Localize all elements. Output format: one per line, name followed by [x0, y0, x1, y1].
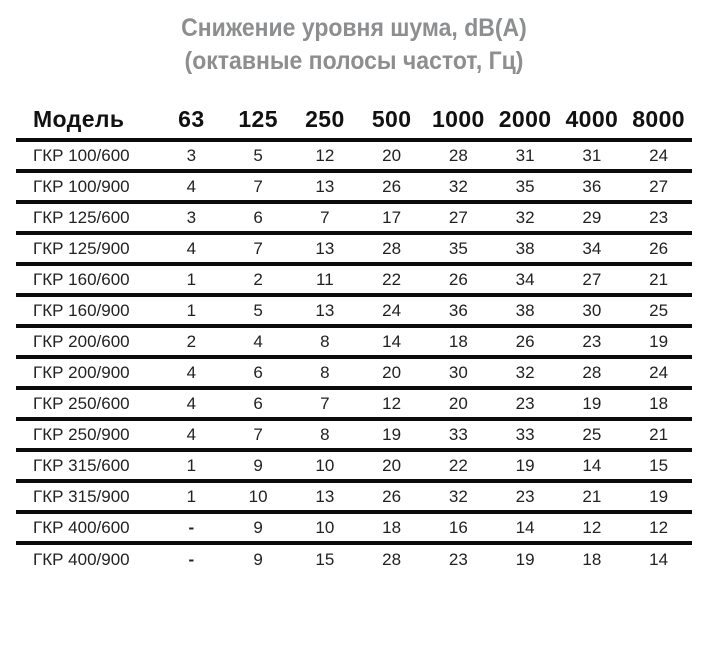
- table-row: [16, 450, 692, 481]
- value-cell: 38: [515, 238, 535, 258]
- value-cell: 35: [448, 238, 468, 258]
- value-cell: 26: [448, 269, 468, 289]
- value-cell: 27: [649, 176, 669, 196]
- value-cell: 11: [316, 269, 334, 289]
- value-cell: 30: [582, 300, 602, 320]
- value-cell: 20: [382, 145, 402, 165]
- value-cell: 18: [382, 517, 402, 537]
- value-cell: 18: [582, 549, 602, 569]
- table-row: [16, 357, 692, 388]
- value-cell: -: [188, 517, 195, 537]
- freq-header-8000: 8000: [632, 106, 686, 132]
- value-cell: 27: [448, 207, 468, 227]
- value-cell: 9: [253, 549, 263, 569]
- model-cell: ГКР 200/600: [33, 331, 130, 351]
- table-body: [16, 140, 692, 574]
- table-row: [16, 512, 692, 543]
- value-cell: 19: [382, 424, 402, 444]
- value-cell: 23: [515, 393, 535, 413]
- value-cell: -: [188, 549, 195, 569]
- value-cell: 7: [253, 176, 263, 196]
- value-cell: 4: [186, 393, 197, 413]
- datasheet-page: [0, 12, 708, 664]
- model-cell: ГКР 400/600: [33, 517, 130, 537]
- value-cell: 4: [186, 424, 197, 444]
- value-cell: 31: [515, 145, 535, 165]
- value-cell: 6: [253, 362, 263, 382]
- value-cell: 26: [382, 486, 402, 506]
- table-row: [16, 419, 692, 450]
- value-cell: 27: [582, 269, 602, 289]
- value-cell: 12: [315, 145, 335, 165]
- table-row: [16, 326, 692, 357]
- model-cell: ГКР 100/600: [33, 145, 130, 165]
- value-cell: 25: [582, 424, 602, 444]
- model-column-header: Модель: [33, 106, 125, 132]
- value-cell: 9: [253, 517, 263, 537]
- value-cell: 6: [253, 207, 263, 227]
- value-cell: 3: [186, 207, 197, 227]
- value-cell: 14: [649, 549, 669, 569]
- value-cell: 8: [320, 362, 330, 382]
- table-row: [16, 233, 692, 264]
- model-cell: ГКР 125/900: [33, 238, 130, 258]
- value-cell: 14: [582, 455, 602, 475]
- value-cell: 7: [320, 393, 330, 413]
- freq-header-4000: 4000: [565, 106, 619, 132]
- value-cell: 21: [649, 424, 669, 444]
- value-cell: 28: [582, 362, 602, 382]
- value-cell: 8: [320, 331, 330, 351]
- value-cell: 10: [315, 455, 335, 475]
- value-cell: 33: [448, 424, 468, 444]
- value-cell: 20: [382, 455, 402, 475]
- value-cell: 38: [515, 300, 535, 320]
- value-cell: 17: [382, 207, 402, 227]
- value-cell: 5: [253, 300, 263, 320]
- value-cell: 23: [649, 207, 669, 227]
- value-cell: 36: [582, 176, 602, 196]
- value-cell: 19: [515, 455, 535, 475]
- value-cell: 31: [582, 145, 602, 165]
- model-cell: ГКР 160/600: [33, 269, 130, 289]
- value-cell: 1: [186, 486, 197, 506]
- value-cell: 26: [382, 176, 402, 196]
- model-cell: ГКР 315/600: [33, 455, 130, 475]
- value-cell: 24: [649, 145, 669, 165]
- table-row: [16, 264, 692, 295]
- table-header-row: [16, 98, 692, 140]
- value-cell: 19: [582, 393, 602, 413]
- value-cell: 12: [649, 517, 669, 537]
- value-cell: 7: [253, 238, 263, 258]
- model-cell: ГКР 315/900: [33, 486, 130, 506]
- value-cell: 20: [382, 362, 402, 382]
- value-cell: 32: [515, 207, 535, 227]
- table-row: [16, 140, 692, 171]
- model-cell: ГКР 125/600: [33, 207, 130, 227]
- freq-header-63: 63: [178, 106, 205, 132]
- value-cell: 28: [382, 238, 402, 258]
- value-cell: 22: [382, 269, 402, 289]
- value-cell: 14: [382, 331, 402, 351]
- value-cell: 7: [253, 424, 263, 444]
- value-cell: 5: [253, 145, 263, 165]
- value-cell: 13: [315, 486, 335, 506]
- value-cell: 9: [253, 455, 263, 475]
- model-cell: ГКР 200/900: [33, 362, 130, 382]
- table-title-line2: (октавные полосы частот, Гц): [184, 47, 524, 75]
- value-cell: 4: [186, 176, 197, 196]
- model-cell: ГКР 100/900: [33, 176, 130, 196]
- freq-header-125: 125: [238, 106, 278, 132]
- value-cell: 16: [448, 517, 468, 537]
- table-row: [16, 543, 692, 574]
- value-cell: 23: [582, 331, 602, 351]
- value-cell: 3: [186, 145, 197, 165]
- value-cell: 29: [582, 207, 602, 227]
- value-cell: 13: [315, 176, 335, 196]
- value-cell: 4: [186, 362, 197, 382]
- value-cell: 24: [382, 300, 402, 320]
- table-title-line1: Снижение уровня шума, dB(A): [181, 14, 527, 42]
- freq-header-500: 500: [371, 106, 412, 132]
- model-cell: ГКР 250/900: [33, 424, 130, 444]
- value-cell: 28: [448, 145, 468, 165]
- value-cell: 2: [186, 331, 197, 351]
- freq-header-1000: 1000: [431, 106, 485, 132]
- value-cell: 21: [582, 486, 602, 506]
- value-cell: 7: [320, 207, 330, 227]
- table-row: [16, 481, 692, 512]
- table-title: [28, 12, 679, 78]
- value-cell: 33: [515, 424, 535, 444]
- model-cell: ГКР 160/900: [33, 300, 130, 320]
- value-cell: 21: [649, 269, 669, 289]
- value-cell: 4: [253, 331, 263, 351]
- value-cell: 26: [649, 238, 669, 258]
- table-row: [16, 202, 692, 233]
- value-cell: 32: [515, 362, 535, 382]
- value-cell: 18: [448, 331, 468, 351]
- value-cell: 34: [515, 269, 535, 289]
- value-cell: 4: [186, 238, 197, 258]
- value-cell: 1: [186, 455, 197, 475]
- value-cell: 8: [320, 424, 330, 444]
- value-cell: 19: [515, 549, 535, 569]
- value-cell: 12: [582, 517, 602, 537]
- value-cell: 19: [649, 331, 669, 351]
- table-row: [16, 171, 692, 202]
- value-cell: 36: [448, 300, 468, 320]
- value-cell: 6: [253, 393, 263, 413]
- value-cell: 13: [315, 300, 335, 320]
- value-cell: 1: [186, 269, 197, 289]
- value-cell: 35: [515, 176, 535, 196]
- value-cell: 10: [248, 486, 268, 506]
- value-cell: 15: [649, 455, 669, 475]
- value-cell: 10: [315, 517, 335, 537]
- value-cell: 12: [382, 393, 402, 413]
- noise-reduction-table: [16, 98, 692, 574]
- value-cell: 34: [582, 238, 602, 258]
- table-row: [16, 295, 692, 326]
- value-cell: 30: [448, 362, 468, 382]
- value-cell: 18: [649, 393, 669, 413]
- value-cell: 13: [315, 238, 335, 258]
- value-cell: 1: [186, 300, 197, 320]
- value-cell: 24: [649, 362, 669, 382]
- value-cell: 32: [448, 176, 468, 196]
- value-cell: 32: [448, 486, 468, 506]
- value-cell: 2: [253, 269, 263, 289]
- value-cell: 25: [649, 300, 669, 320]
- value-cell: 28: [382, 549, 402, 569]
- value-cell: 26: [515, 331, 535, 351]
- model-cell: ГКР 400/900: [33, 549, 130, 569]
- value-cell: 23: [515, 486, 535, 506]
- value-cell: 15: [315, 549, 335, 569]
- model-cell: ГКР 250/600: [33, 393, 130, 413]
- value-cell: 20: [448, 393, 468, 413]
- value-cell: 19: [649, 486, 669, 506]
- freq-header-2000: 2000: [498, 106, 552, 132]
- table-row: [16, 388, 692, 419]
- value-cell: 14: [515, 517, 535, 537]
- value-cell: 23: [448, 549, 468, 569]
- freq-header-250: 250: [305, 106, 345, 132]
- value-cell: 22: [448, 455, 468, 475]
